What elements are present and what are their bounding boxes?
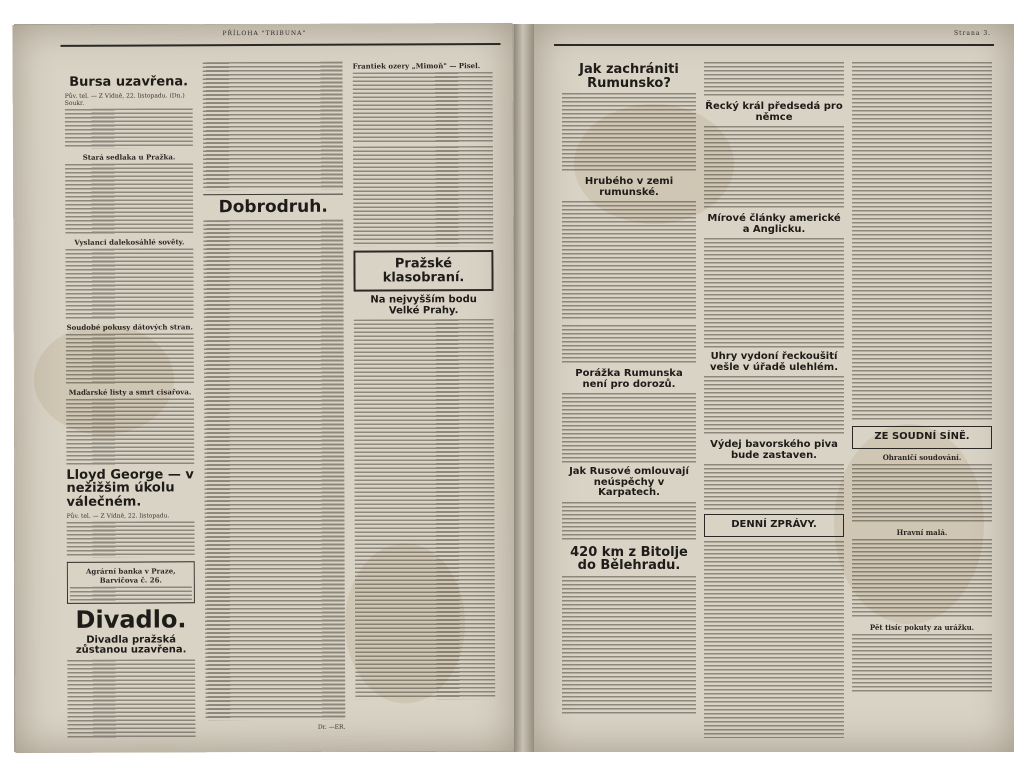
top-rule	[554, 44, 994, 46]
headline-box	[353, 250, 493, 292]
article-text	[353, 146, 493, 247]
headline: Jak Rusové omlouvají neúspěchy v Karpatech.	[569, 466, 689, 499]
article-text	[203, 219, 345, 720]
article-text	[852, 464, 992, 524]
article-text	[65, 248, 193, 319]
article-text	[67, 521, 195, 558]
article-text	[704, 376, 844, 436]
headline: Lloyd George — v nežižšim úkolu válečném.	[66, 466, 194, 510]
article-text	[562, 576, 696, 716]
article-text	[562, 93, 696, 173]
headline: Pražské klasobraní.	[382, 256, 465, 286]
subheadline: Maďarské listy a smrt cisařova.	[68, 386, 192, 397]
article-text	[562, 201, 696, 321]
section-headline: DENNÍ ZPRÁVY.	[731, 519, 817, 530]
article-text	[66, 398, 194, 465]
right-column-3	[852, 60, 992, 738]
headline: Dobrodruh.	[218, 196, 328, 218]
left-column-1	[65, 72, 196, 739]
headline: Hrubého v zemi rumunské.	[584, 176, 674, 198]
advertisement	[67, 561, 195, 604]
left-page	[12, 23, 515, 753]
article-text	[852, 634, 992, 694]
running-head: PŘÍLOHA "TRIBUNA"	[222, 29, 307, 38]
headline: Uhry vydoní řeckoušití vešle v úřadě ulehlém.	[709, 351, 839, 373]
section-headline: Divadlo.	[75, 604, 187, 634]
article-text	[203, 62, 344, 191]
article-text	[562, 393, 696, 463]
headline: Porážka Rumunska není pro dorozů.	[575, 368, 683, 390]
headline: Na nejvyšším bodu Velké Prahy.	[370, 294, 477, 317]
section-box	[852, 426, 992, 449]
dateline: Pův. tel. — Z Vídně, 22. listopadu. (Dn.) Soukr.	[64, 91, 185, 107]
article-text	[67, 659, 195, 739]
headline: Bursa uzavřena.	[69, 74, 189, 90]
ad-title: Agrární banka v Praze, Barvičova č. 26.	[85, 565, 176, 585]
ad-text	[70, 586, 192, 601]
left-column-3	[353, 59, 496, 738]
article-text	[353, 72, 493, 143]
subheadline: Pět tisíc pokuty za urážku.	[869, 622, 975, 632]
subheadline: Frantiek ozery „Mimoň" — Pisel.	[352, 61, 481, 71]
signature: Dr. —ER.	[317, 723, 346, 731]
headline: Řecký král předsedá pro němce	[705, 101, 843, 123]
section-box	[704, 514, 844, 537]
article-text	[704, 238, 844, 348]
article-text	[704, 541, 844, 739]
page-number: Strana 3.	[954, 30, 992, 37]
subheadline: Stará sedlaka u Pražka.	[82, 152, 176, 162]
article-text	[354, 319, 496, 700]
article-text	[66, 333, 194, 384]
subheadline: Vyslanci dalekosáhlé sověty.	[74, 236, 185, 247]
subheadline: Hravní malá.	[896, 527, 948, 537]
subheadline: Soudobé pokusy dátových stran.	[66, 321, 193, 332]
divider	[203, 194, 343, 196]
section-headline: ZE SOUDNÍ SÍNĚ.	[874, 431, 970, 442]
top-rule	[61, 43, 501, 47]
newspaper-spread	[14, 24, 1014, 752]
article-text	[562, 502, 696, 542]
right-column-1	[562, 60, 696, 738]
headline: Divadla pražská zůstanou uzavřena.	[75, 634, 187, 657]
dateline: Pův. tel. — Z Vídně, 22. listopadu.	[66, 511, 170, 520]
left-column-2	[203, 60, 346, 739]
headline: Jak zachrániti Rumunsko?	[579, 62, 679, 91]
article-text	[65, 163, 193, 234]
headline: Mírové články americké a Anglicku.	[707, 213, 841, 235]
right-column-2	[704, 60, 844, 738]
article-text	[65, 108, 193, 149]
article-text	[562, 325, 696, 365]
article-text	[852, 62, 992, 422]
page-fold	[514, 24, 534, 752]
article-text	[704, 464, 844, 510]
subheadline: Ohraničí soudování.	[882, 452, 962, 462]
headline: 420 km z Bitolje do Bělehradu.	[570, 544, 688, 574]
headline: Výdej bavorského piva bude zastaven.	[710, 439, 838, 461]
article-text	[852, 539, 992, 619]
right-page	[534, 24, 1014, 752]
article-text	[704, 126, 844, 210]
article-text	[704, 62, 844, 98]
